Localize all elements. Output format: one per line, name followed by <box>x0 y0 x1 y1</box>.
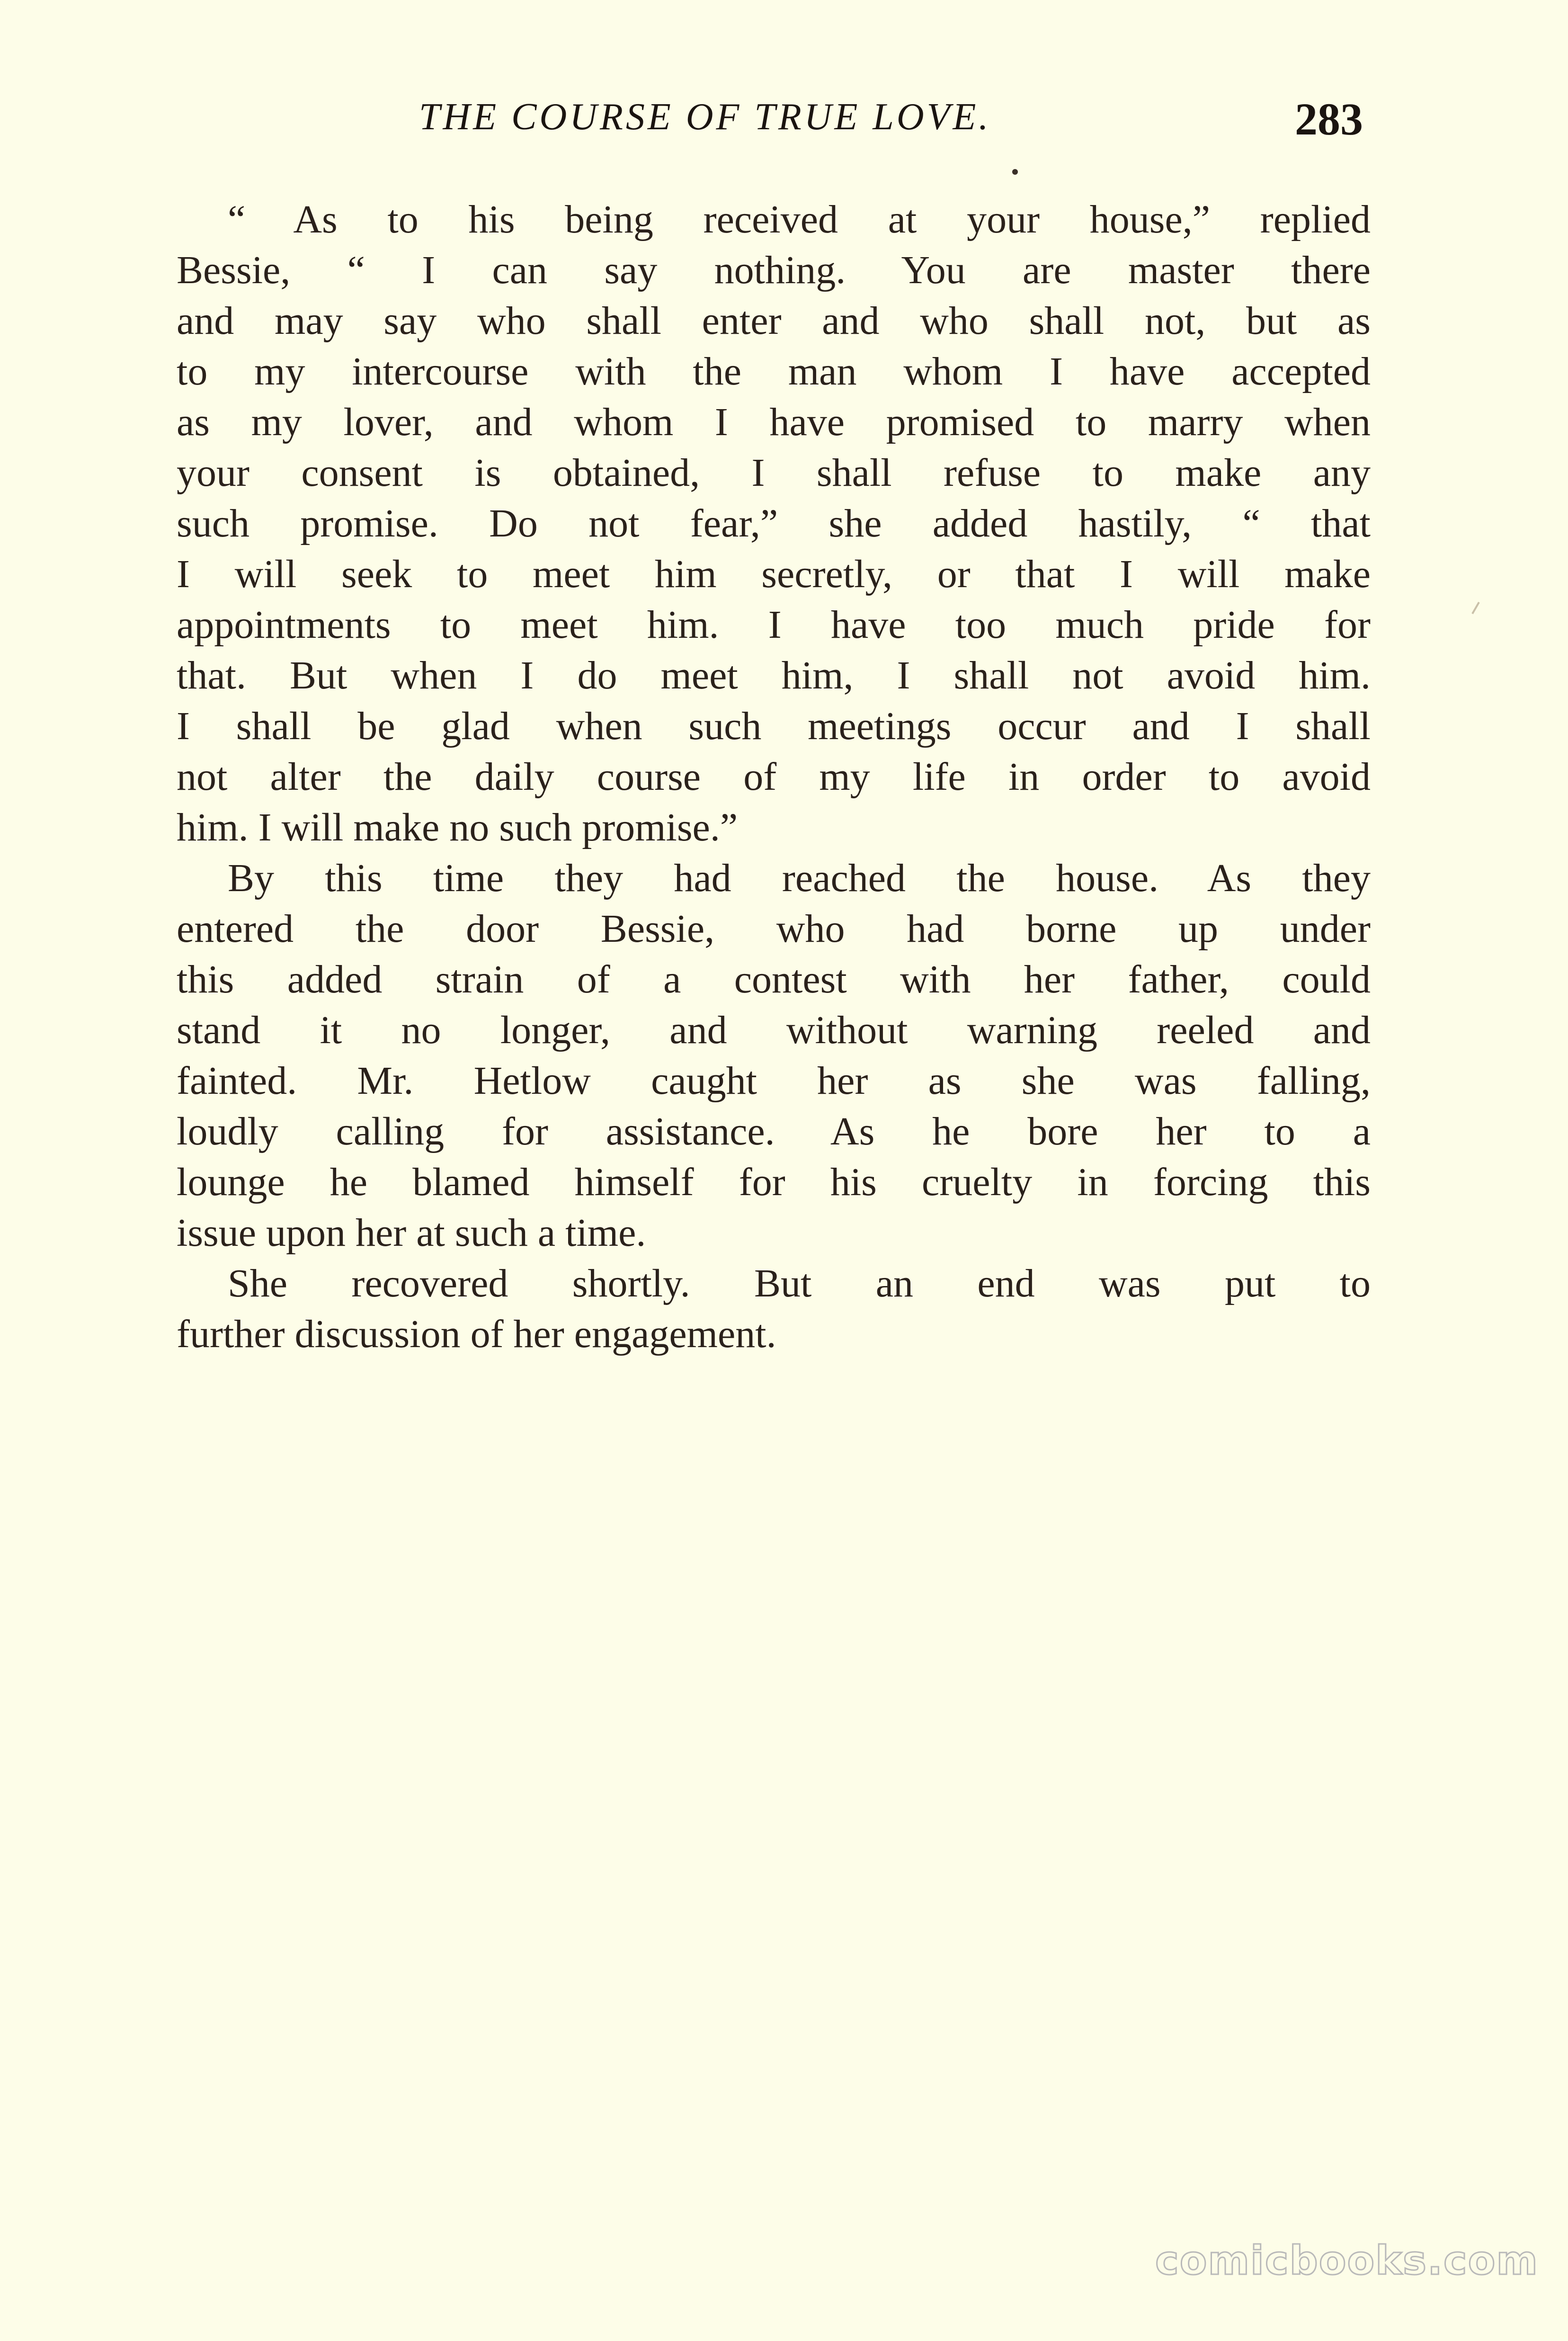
text-line: not alter the daily course of my life in order to avoid <box>177 755 1371 799</box>
text-line: further discussion of her engagement. <box>177 1312 776 1356</box>
paragraph-2 <box>177 853 1371 1258</box>
paragraph-3 <box>177 1258 1371 1359</box>
text-line: She recovered shortly. But an end was put to <box>228 1261 1371 1305</box>
text-line: stand it no longer, and without warning reeled and <box>177 1008 1371 1052</box>
text-line: such promise. Do not fear,” she added hastily, “ that <box>177 501 1371 545</box>
site-watermark: comicbooks.com <box>1155 2237 1539 2284</box>
text-line: and may say who shall enter and who shall not, but as <box>177 299 1371 343</box>
text-line: lounge he blamed himself for his cruelty in forcing this <box>177 1160 1371 1204</box>
text-line: to my intercourse with the man whom I have accepted <box>177 349 1371 393</box>
text-line: Bessie, “ I can say nothing. You are master there <box>177 248 1371 292</box>
text-line: fainted. Mr. Hetlow caught her as she was falling, <box>177 1059 1371 1103</box>
text-line: loudly calling for assistance. As he bore her to a <box>177 1109 1371 1153</box>
text-line: him. I will make no such promise.” <box>177 805 738 849</box>
ink-dot <box>1012 169 1018 175</box>
text-line: your consent is obtained, I shall refuse to make any <box>177 451 1371 495</box>
text-line: appointments to meet him. I have too much pride for <box>177 603 1371 647</box>
page-number: 283 <box>1295 94 1363 144</box>
text-line: as my lover, and whom I have promised to marry when <box>177 400 1371 444</box>
body-text <box>177 194 1371 1359</box>
text-line: “ As to his being received at your house,” replied <box>228 197 1371 241</box>
text-line: I will seek to meet him secretly, or that I will make <box>177 552 1371 596</box>
text-line: entered the door Bessie, who had borne up under <box>177 907 1371 951</box>
text-line: that. But when I do meet him, I shall not avoid him. <box>177 653 1371 697</box>
paper-speck <box>1471 602 1479 614</box>
text-line: this added strain of a contest with her father, could <box>177 957 1371 1001</box>
text-line: By this time they had reached the house. As they <box>228 856 1371 900</box>
text-line: issue upon her at such a time. <box>177 1211 646 1255</box>
running-title: THE COURSE OF TRUE LOVE. <box>419 96 991 138</box>
paragraph-1 <box>177 194 1371 853</box>
text-line: I shall be glad when such meetings occur and I shall <box>177 704 1371 748</box>
